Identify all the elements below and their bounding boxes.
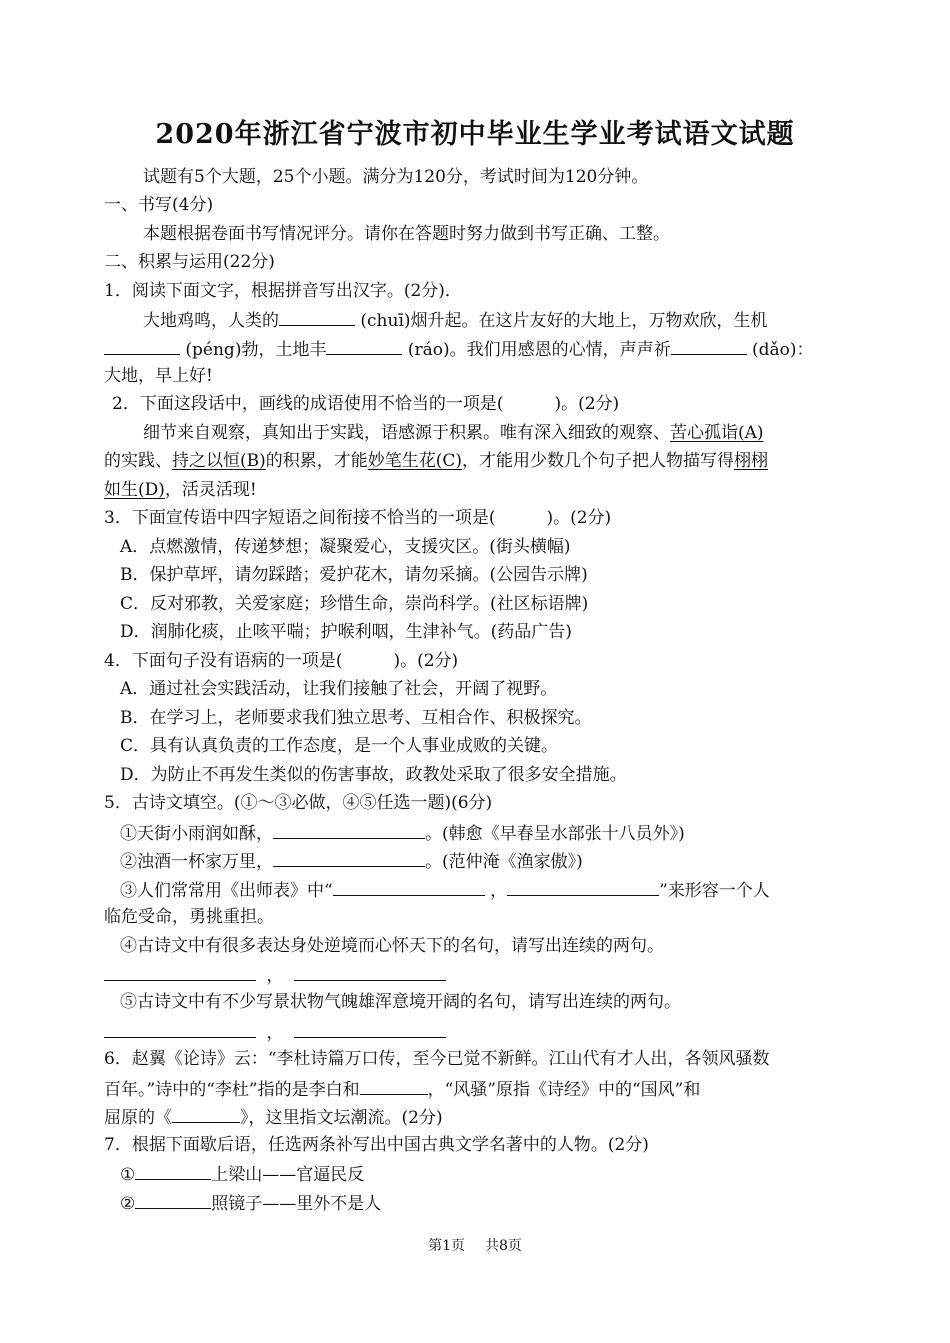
q2-line-1 — [143, 421, 764, 445]
section-2-heading: 二、积累与运用(22分) — [104, 252, 275, 272]
answer-blank[interactable] — [279, 307, 355, 326]
q5-text: ③人们常常用《出师表》中“ — [120, 881, 333, 901]
q2-text: ，活灵活现! — [164, 480, 257, 500]
answer-blank[interactable] — [104, 336, 180, 355]
q3-option-b: B．保护草坪，请勿踩踏；爱护花木，请勿采摘。(公园告示牌) — [120, 565, 588, 585]
q4-option-b: B．在学习上，老师要求我们独立思考、互相合作、积极探究。 — [120, 708, 592, 728]
q6-line-3 — [104, 1104, 443, 1130]
answer-blank[interactable] — [360, 1076, 428, 1095]
q2-text: ，才能用少数几个句子把人物描写得 — [462, 451, 735, 471]
q5-item-1 — [120, 820, 685, 846]
q7-text: ② — [120, 1194, 136, 1214]
q5-item-5: ⑤古诗文中有不少写景状物气魄雄浑意境开阔的名句，请写出连续的两句。 — [120, 992, 681, 1012]
q7-text: 照镜子——里外不是人 — [211, 1194, 382, 1214]
answer-blank[interactable] — [294, 1019, 446, 1038]
answer-blank[interactable] — [104, 1019, 256, 1038]
section-1-text: 本题根据卷面书写情况评分。请你在答题时努力做到书写正确、工整。 — [143, 224, 670, 244]
q4-option-a: A．通过社会实践活动，让我们接触了社会，开阔了视野。 — [120, 679, 558, 699]
answer-blank[interactable] — [671, 336, 747, 355]
q3-option-c: C．反对邪教，关爱家庭；珍惜生命，崇尚科学。(社区标语牌) — [120, 594, 589, 614]
q5-stem: 5．古诗文填空。(①～③必做，④⑤任选一题)(6分) — [104, 793, 493, 813]
q3-stem: 3．下面宣传语中四字短语之间衔接不恰当的一项是( )。(2分) — [104, 508, 612, 528]
q5-item-4: ④古诗文中有很多表达身处逆境而心怀天下的名句，请写出连续的两句。 — [120, 936, 664, 956]
q1-text: (dǎo)： — [752, 340, 814, 360]
answer-blank[interactable] — [104, 962, 256, 981]
underlined-idiom-d: 栩栩 — [734, 451, 769, 471]
page-title: 2020年浙江省宁波市初中毕业生学业考试语文试题 — [155, 119, 795, 150]
q2-text: 细节来自观察，真知出于实践，语感源于积累。唯有深入细致的观察、 — [143, 423, 670, 443]
q2-text: 的实践、 — [104, 451, 172, 471]
q1-line-2 — [104, 336, 814, 362]
answer-blank[interactable] — [507, 877, 659, 896]
q5-text: ①天街小雨润如酥， — [120, 824, 273, 844]
q2-stem: 2．下面这段话中，画线的成语使用不恰当的一项是( )。(2分) — [112, 394, 620, 414]
q5-text: ”来形容一个人 — [659, 881, 770, 901]
q7-text: 上梁山——官逼民反 — [211, 1165, 365, 1185]
q5-text: ， — [490, 881, 508, 901]
q1-text: (chuī)烟升起。在这片友好的大地上，万物欢欣，生机 — [360, 311, 768, 331]
q7-text: ① — [120, 1165, 136, 1185]
q5-text: 。(范仲淹《渔家傲》) — [425, 852, 583, 872]
q2-line-2 — [104, 449, 768, 473]
q5-item-3 — [120, 877, 770, 903]
q5-item-4-answer — [104, 962, 446, 988]
q4-option-c: C．具有认真负责的工作态度，是一个人事业成败的关键。 — [120, 736, 559, 756]
q4-stem: 4．下面句子没有语病的一项是( )。(2分) — [104, 651, 459, 671]
q5-text: ②浊酒一杯家万里， — [120, 852, 273, 872]
q1-stem: 1．阅读下面文字，根据拼音写出汉字。(2分)． — [104, 281, 462, 301]
q1-line-3: 大地，早上好! — [104, 366, 213, 386]
answer-blank[interactable] — [135, 1190, 211, 1209]
q6-line-2 — [104, 1076, 700, 1102]
answer-blank[interactable] — [333, 877, 485, 896]
answer-blank[interactable] — [135, 1161, 211, 1180]
q3-option-a: A．点燃激情，传递梦想；凝聚爱心，支援灾区。(街头横幅) — [120, 537, 571, 557]
q1-text: (péng)勃，土地丰 — [185, 340, 327, 360]
underlined-idiom-d: 如生(D) — [104, 480, 165, 500]
q7-item-1 — [120, 1161, 364, 1187]
answer-blank[interactable] — [326, 336, 402, 355]
page-number: 第1页 — [428, 1238, 465, 1254]
page-footer — [0, 1235, 950, 1255]
q1-text: 大地鸡鸣，人类的 — [143, 311, 279, 331]
answer-blank[interactable] — [294, 962, 446, 981]
q1-line-1 — [143, 307, 768, 333]
q5-item-5-answer — [104, 1019, 446, 1045]
q5-item-3-cont: 临危受命，勇挑重担。 — [104, 907, 274, 927]
answer-blank[interactable] — [172, 1104, 240, 1123]
q6-line-1: 6．赵翼《论诗》云：“李杜诗篇万口传，至今已觉不新鲜。江山代有才人出，各领风骚数 — [104, 1049, 770, 1069]
page-total: 共8页 — [485, 1238, 522, 1254]
q7-item-2 — [120, 1190, 381, 1216]
q6-text: ，“风骚”原指《诗经》中的“国风”和 — [427, 1080, 701, 1100]
q1-text: (ráo)。我们用感恩的心情，声声祈 — [407, 340, 671, 360]
underlined-idiom-b: 持之以恒(B) — [172, 451, 266, 471]
q6-text: 百年。”诗中的“李杜”指的是李白和 — [104, 1080, 360, 1100]
q4-option-d: D．为防止不再发生类似的伤害事故，政教处采取了很多安全措施。 — [120, 765, 627, 785]
q3-option-d: D．润肺化痰，止咳平喘；护喉利咽，生津补气。(药品广告) — [120, 622, 572, 642]
comma: ， — [266, 966, 284, 986]
section-1-heading: 一、书写(4分) — [104, 195, 214, 215]
q5-item-2 — [120, 848, 583, 874]
intro-text: 试题有5个大题，25个小题。满分为120分，考试时间为120分钟。 — [143, 167, 649, 187]
q2-line-3 — [104, 478, 257, 502]
q7-stem: 7．根据下面歇后语，任选两条补写出中国古典文学名著中的人物。(2分) — [104, 1135, 649, 1155]
comma: ， — [266, 1023, 284, 1043]
q5-text: 。(韩愈《早春呈水部张十八员外》) — [425, 824, 685, 844]
underlined-idiom-a: 苦心孤诣(A) — [670, 423, 764, 443]
underlined-idiom-c: 妙笔生花(C) — [367, 451, 463, 471]
q6-text: 屈原的《 — [104, 1108, 172, 1128]
q6-text: 》，这里指文坛潮流。(2分) — [240, 1108, 443, 1128]
answer-blank[interactable] — [273, 820, 425, 839]
answer-blank[interactable] — [273, 848, 425, 867]
q2-text: 的积累，才能 — [265, 451, 368, 471]
